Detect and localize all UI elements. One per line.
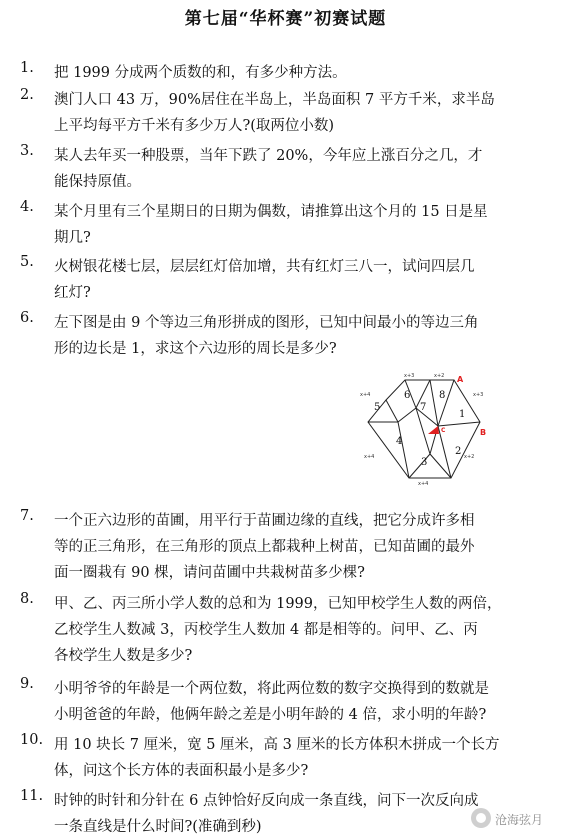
- question-text: 红灯?: [54, 285, 91, 301]
- question-text: 小明爷爷的年龄是一个两位数，将此两位数的数字交换得到的数就是: [54, 681, 489, 697]
- question-text: 一个正六边形的苗圃，用平行于苗圃边缘的直线，把它分成许多相: [54, 513, 475, 529]
- question-text: 甲、乙、丙三所小学人数的总和为 1999，已知甲校学生人数的两倍，: [54, 596, 502, 612]
- question-text: 期几?: [54, 230, 91, 246]
- piece-label: 8: [439, 390, 446, 401]
- divider-line: [398, 408, 416, 422]
- question-text: 某人去年买一种股票，当年下跌了 20%，今年应上涨百分之几，才: [54, 148, 483, 164]
- question-number: 8.: [20, 591, 34, 607]
- question-text: 能保持原值。: [54, 174, 141, 190]
- question-number: 5.: [20, 254, 34, 270]
- question-number: 11.: [20, 788, 44, 804]
- point-c-label: C: [441, 427, 446, 434]
- point-b-label: B: [480, 428, 487, 437]
- question-1: [20, 60, 550, 86]
- question-number: 6.: [20, 310, 34, 326]
- question-text: 面一圈栽有 90 棵，请问苗圃中共栽树苗多少棵?: [54, 565, 365, 581]
- question-text: 乙校学生人数减 3，丙校学生人数加 4 都是相等的。问甲、乙、丙: [54, 622, 478, 638]
- question-text: 等的正三角形，在三角形的顶点上都栽种上树苗，已知苗圃的最外: [54, 539, 475, 555]
- side-label: x+4: [360, 392, 371, 398]
- piece-label: 5: [374, 402, 381, 413]
- side-label: x+2: [434, 373, 445, 379]
- question-7: [20, 508, 550, 586]
- question-text: 一条直线是什么时间?(准确到秒): [54, 819, 262, 835]
- question-4: [20, 199, 550, 251]
- divider-line: [430, 380, 438, 426]
- side-label: x+4: [364, 454, 375, 460]
- logo-icon: [471, 808, 491, 828]
- question-text: 形的边长是 1，求这个六边形的周长是多少?: [54, 341, 337, 357]
- question-number: 9.: [20, 676, 34, 692]
- question-text: 体，问这个长方体的表面积最小是多少?: [54, 763, 309, 779]
- question-text: 上平均每平方千米有多少万人?(取两位小数): [54, 118, 335, 134]
- watermark-text: 沧海弦月: [495, 813, 544, 827]
- piece-label: 4: [396, 436, 403, 447]
- question-9: [20, 676, 550, 728]
- side-label: x+2: [464, 454, 475, 460]
- question-text: 各校学生人数是多少?: [54, 648, 193, 664]
- question-number: 2.: [20, 87, 34, 103]
- divider-line: [416, 408, 430, 454]
- divider-line: [386, 400, 398, 422]
- page-title: 第七届“华杯赛”初赛试题: [184, 9, 387, 29]
- question-number: 10.: [20, 732, 44, 748]
- hexagon-triangles-figure: [358, 370, 488, 486]
- question-5: [20, 254, 550, 306]
- piece-label: 6: [404, 390, 411, 401]
- divider-line: [438, 422, 480, 426]
- question-number: 1.: [20, 60, 34, 76]
- piece-label: 7: [420, 402, 427, 413]
- side-label: x+4: [418, 481, 429, 486]
- question-6: [20, 310, 550, 362]
- small-triangle-marker: [428, 426, 439, 434]
- piece-label: 2: [455, 446, 462, 457]
- question-8: [20, 591, 550, 669]
- question-text: 把 1999 分成两个质数的和，有多少种方法。: [54, 65, 347, 81]
- piece-label: 3: [421, 457, 428, 468]
- question-10: [20, 732, 550, 784]
- question-2: [20, 87, 550, 139]
- question-text: 左下图是由 9 个等边三角形拼成的图形，已知中间最小的等边三角: [54, 315, 479, 331]
- side-label: x+3: [473, 392, 484, 398]
- question-text: 火树银花楼七层，层层红灯倍加增，共有红灯三八一，试问四层几: [54, 259, 475, 275]
- watermark: [471, 805, 563, 833]
- question-number: 4.: [20, 199, 34, 215]
- question-number: 7.: [20, 508, 34, 524]
- question-text: 用 10 块长 7 厘米，宽 5 厘米，高 3 厘米的长方体积木拼成一个长方: [54, 737, 500, 753]
- question-text: 某个月里有三个星期日的日期为偶数，请推算出这个月的 15 日是星: [54, 204, 488, 220]
- divider-line: [398, 422, 409, 478]
- question-text: 小明爸爸的年龄，他俩年龄之差是小明年龄的 4 倍，求小明的年龄?: [54, 707, 487, 723]
- question-text: 澳门人口 43 万，90%居住在半岛上，半岛面积 7 平方千米，求半岛: [54, 92, 495, 108]
- side-label: x+3: [404, 373, 415, 379]
- question-3: [20, 143, 550, 195]
- divider-line: [438, 380, 454, 426]
- piece-label: 1: [459, 409, 466, 420]
- question-number: 3.: [20, 143, 34, 159]
- question-text: 时钟的时针和分针在 6 点钟恰好反向成一条直线，问下一次反向成: [54, 793, 479, 809]
- point-a-label: A: [457, 375, 464, 384]
